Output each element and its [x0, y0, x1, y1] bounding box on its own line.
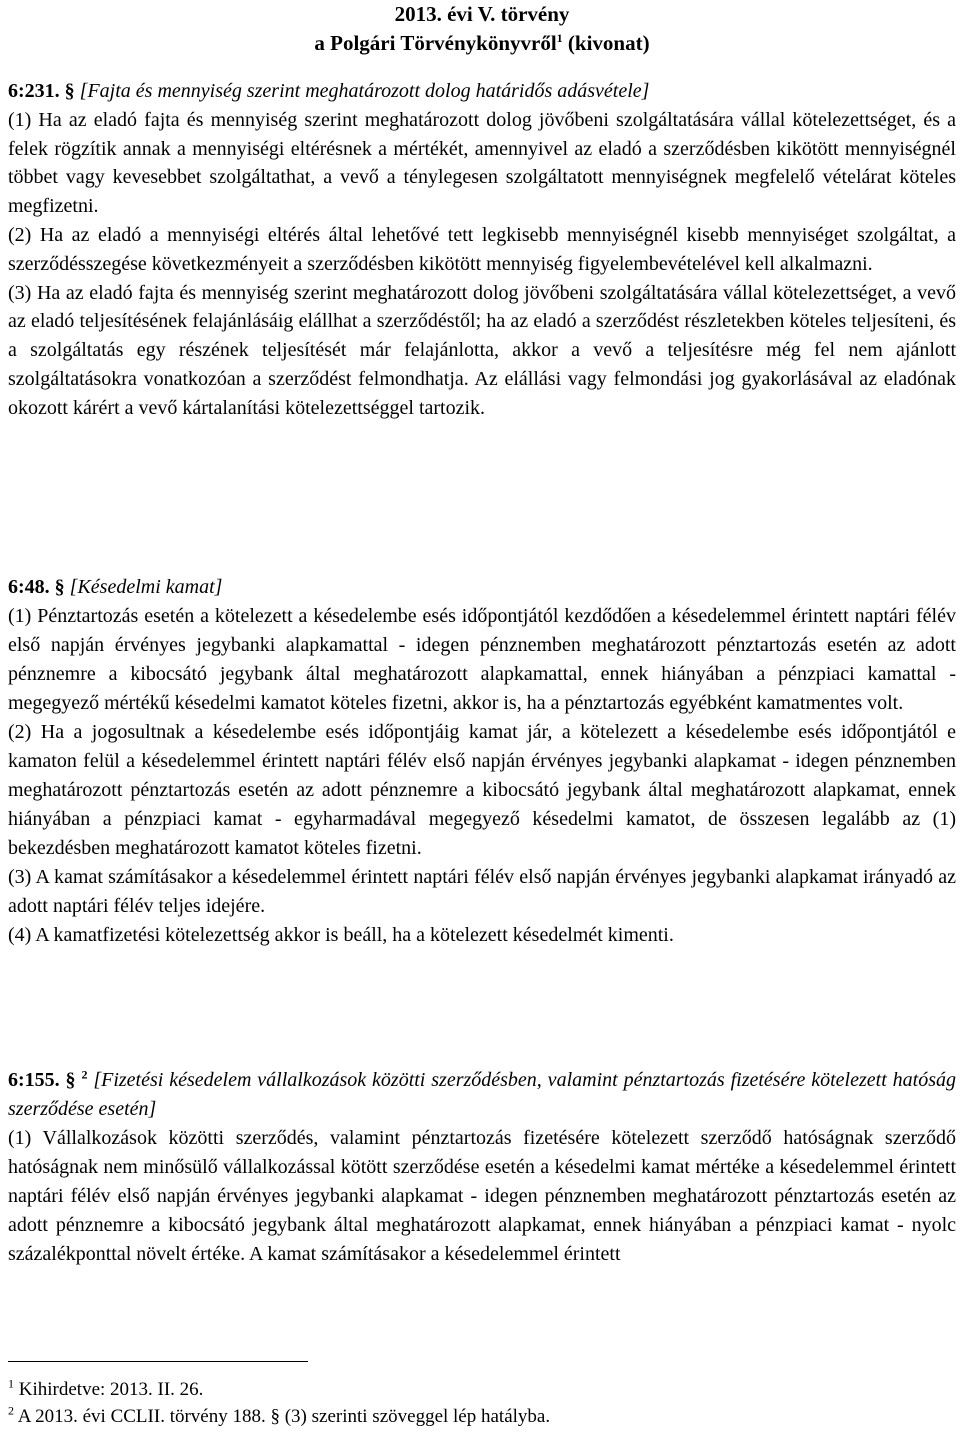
footnote-1: $^1$ Kihirdetve: 2013. II. 26.	[8, 1376, 204, 1400]
paragraph-3: (3) A kamat számításakor a késedelemmel érintett naptári félév első napján érvényes jegybanki alapkamat irányadó az adott naptári félév teljes idejére.	[8, 866, 956, 917]
document-title	[8, 0, 956, 58]
paragraph-3: (3) Ha az eladó fajta és mennyiség szerint meghatározott dolog jövőbeni szolgáltatására vállal kötelezettséget, a vevő az eladó teljesítésének felajánlásáig elállhat a szerződéstől; ha az eladó a szerződést részletekben köteles teljesíteni, és a szolgáltatás egy részének teljesítését már felajánlotta, akkor a vevő a teljesítésre még fel nem ajánlott szolgáltatásokra vonatkozóan a szerződést felmondhatja. Az elállási vagy felmondási jog gyakorlásával az eladónak okozott kárért a vevő kártalanítási kötelezettséggel tartozik.	[8, 281, 956, 419]
title-line-1: 2013. évi V. törvény	[394, 2, 570, 26]
footnote-divider	[8, 1361, 308, 1362]
paragraph-1: (1) Ha az eladó fajta és mennyiség szerint meghatározott dolog jövőbeni szolgáltatására vállal kötelezettséget, és a felek rögzítik annak a mennyiségi eltérésnek a mértékét, amennyivel az eladó a szerződésben kikötött mennyiségnél többet vagy kevesebbet szolgáltathat, a vevő a ténylegesen szolgáltatott mennyiségnek megfelelő vételárat köteles megfizetni.	[8, 108, 956, 218]
section-title: [Fajta és mennyiség szerint meghatározott dolog határidős adásvétele]	[79, 80, 650, 102]
section-number: 6:231. §	[8, 80, 75, 102]
section-heading	[8, 77, 956, 106]
section-6-48	[8, 573, 956, 950]
section-heading	[8, 1066, 956, 1124]
footnote-ref-1: 1	[556, 31, 563, 45]
section-title: [Fizetési késedelem vállalkozások közötti szerződésben, valamint pénztartozás fizetésére kötelezett hatóság szerződése esetén]	[8, 1069, 956, 1120]
document-page	[8, 0, 956, 1427]
section-6-155	[8, 1066, 956, 1269]
section-number: 6:48. §	[8, 576, 65, 598]
paragraph-1: (1) Pénztartozás esetén a kötelezett a késedelembe esés időpontjától kezdődően a késedelemmel érintett naptári félév első napján érvényes jegybanki alapkamattal - idegen pénznemben meghatározott pénztartozás esetén az adott pénznemre a kibocsátó jegybank által meghatározott alapkamattal, ennek hiányában a pénzpiaci kamattal - megegyező mértékű késedelmi kamatot köteles fizetni, akkor is, ha a pénztartozás egyébként kamatmentes volt.	[8, 605, 956, 714]
footnote-ref-2: 2	[81, 1067, 88, 1082]
paragraph-1: (1) Vállalkozások közötti szerződés, valamint pénztartozás fizetésére kötelezett szerződő hatóságnak szerződő hatóságnak nem minősülő vállalkozással kötött szerződése esetén a késedelmi kamat mértéke a késedelemmel érintett naptári félév első napján érvényes jegybanki alapkamat - idegen pénznemben meghatározott pénztartozás esetén az adott pénznemre a kibocsátó jegybank által meghatározott alapkamat, ennek hiányában a pénzpiaci kamat - nyolc százalékponttal növelt értéke. A kamat számításakor a késedelemmel érintett	[8, 1127, 956, 1265]
section-title: [Késedelmi kamat]	[69, 576, 223, 598]
footnote-2: $^2$ A 2013. évi CCLII. törvény 188. § (3) szerinti szöveggel lép hatályba.	[8, 1403, 551, 1427]
title-line-2: a Polgári Törvénykönyvről$^1$ (kivonat)	[314, 31, 650, 55]
footnotes	[8, 1376, 956, 1430]
paragraph-2: (2) Ha a jogosultnak a késedelembe esés időpontjáig kamat jár, a kötelezett a késedelembe esés időpontjától e kamaton felül a késedelemmel érintett naptári félév első napján érvényes jegybanki alapkamat - idegen pénznemben meghatározott pénztartozás esetén az adott pénznemre a kibocsátó jegybank által meghatározott alapkamat, ennek hiányában a pénzpiaci kamat - egyharmadával megegyező késedelmi kamatot, de összesen legalább az (1) bekezdésben meghatározott kamatot köteles fizetni.	[8, 721, 956, 859]
paragraph-2: (2) Ha az eladó a mennyiségi eltérés által lehetővé tett legkisebb mennyiségnél kisebb mennyiséget szolgáltat, a szerződésszegése következményeit a szerződésben kikötött mennyiség figyelembevételével kell alkalmazni.	[8, 223, 956, 275]
section-number: 6:155. §	[8, 1069, 76, 1091]
section-6-231	[8, 77, 956, 423]
paragraph-4: (4) A kamatfizetési kötelezettség akkor is beáll, ha a kötelezett késedelmét kimenti.	[8, 924, 674, 946]
section-heading	[8, 573, 956, 602]
